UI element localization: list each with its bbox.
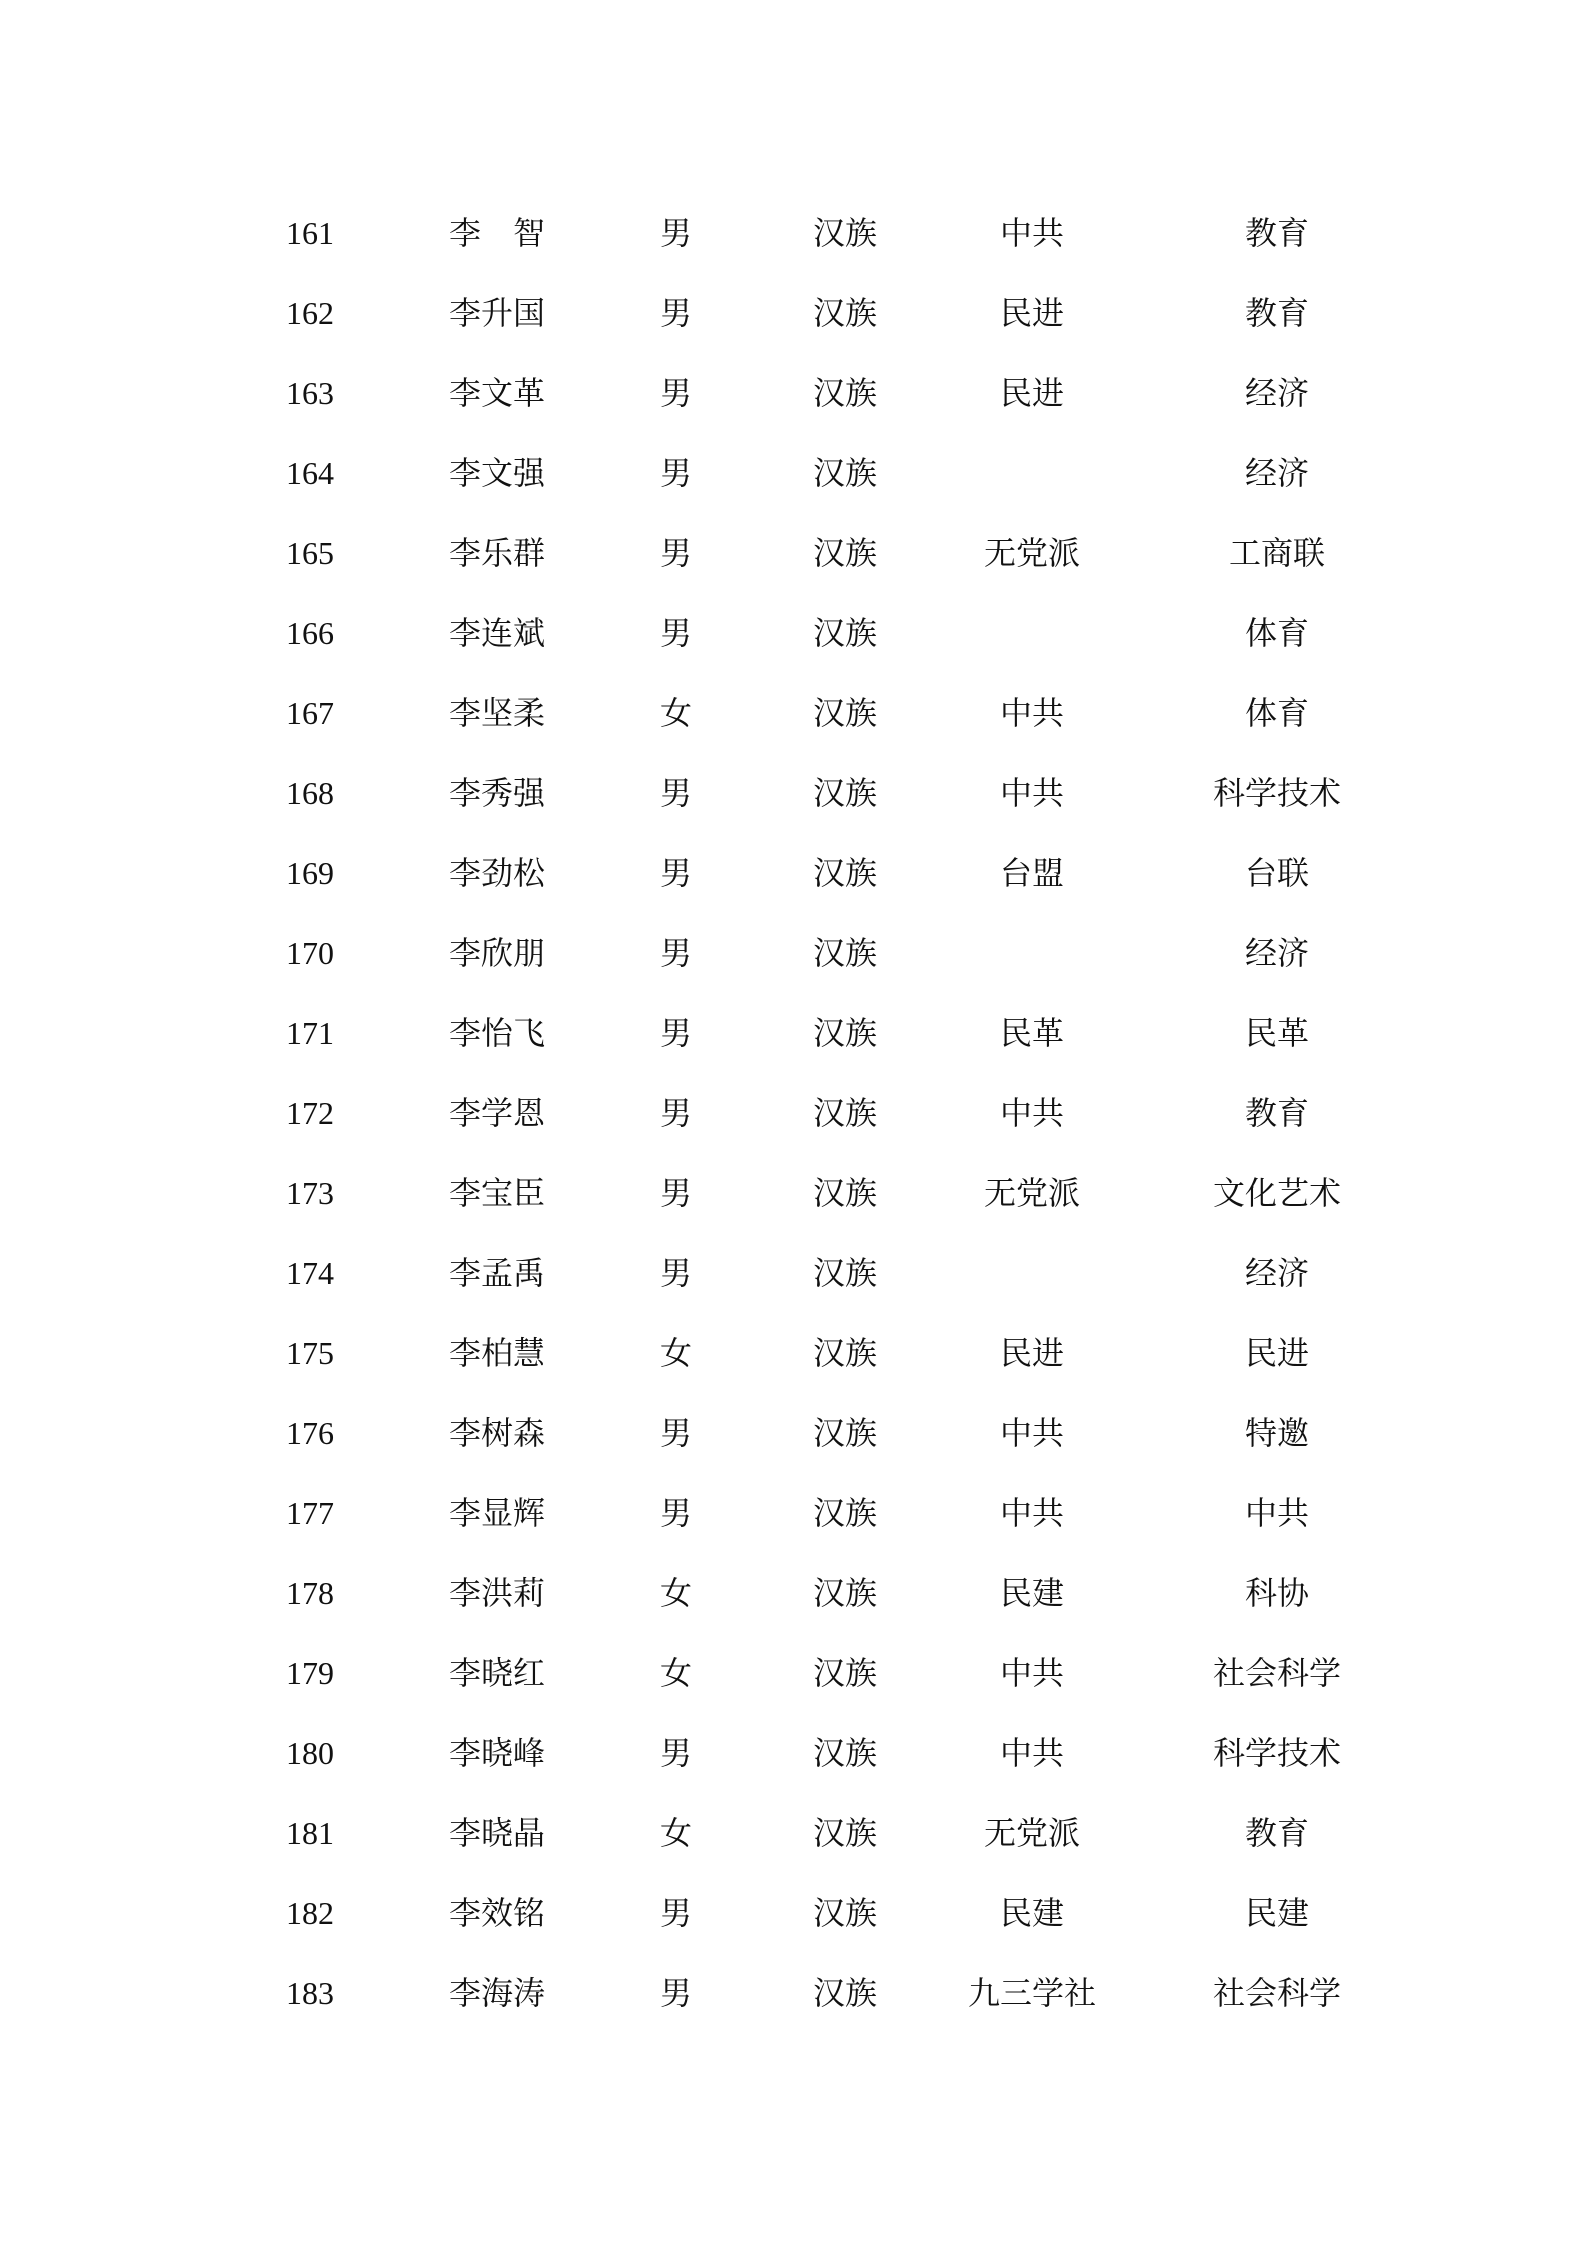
ethnicity-cell: 汉族 (812, 1175, 877, 1211)
row-number-cell: 173 (286, 1175, 334, 1211)
row-number-cell: 162 (286, 295, 334, 331)
gender-cell: 男 (659, 775, 692, 811)
row-number-cell: 177 (286, 1495, 334, 1531)
sector-cell: 工商联 (1228, 535, 1325, 571)
sector-cell: 科学技术 (1212, 775, 1341, 811)
sector-cell: 经济 (1244, 375, 1309, 411)
row-number-cell: 175 (286, 1335, 334, 1371)
gender-cell: 男 (659, 455, 692, 491)
ethnicity-cell: 汉族 (812, 695, 877, 731)
ethnicity-cell: 汉族 (812, 455, 877, 491)
name-cell: 李晓晶 (449, 1815, 546, 1851)
table-row (0, 1633, 1587, 1713)
gender-cell: 男 (659, 855, 692, 891)
sector-cell: 民革 (1244, 1015, 1309, 1051)
row-number-cell: 165 (286, 535, 334, 571)
table-row (0, 993, 1587, 1073)
table-row (0, 913, 1587, 993)
sector-cell: 社会科学 (1212, 1975, 1341, 2011)
party-cell: 中共 (999, 1415, 1064, 1451)
table-row (0, 1393, 1587, 1473)
table-row (0, 1953, 1587, 2033)
ethnicity-cell: 汉族 (812, 1415, 877, 1451)
name-cell: 李文强 (449, 455, 546, 491)
table-row (0, 193, 1587, 273)
name-cell: 李宝臣 (449, 1175, 546, 1211)
name-cell: 李文革 (449, 375, 546, 411)
party-cell: 中共 (999, 215, 1064, 251)
ethnicity-cell: 汉族 (812, 1335, 877, 1371)
sector-cell: 文化艺术 (1212, 1175, 1341, 1211)
row-number-cell: 166 (286, 615, 334, 651)
ethnicity-cell: 汉族 (812, 535, 877, 571)
table-row (0, 513, 1587, 593)
table-row (0, 1553, 1587, 1633)
party-cell: 九三学社 (967, 1975, 1096, 2011)
gender-cell: 女 (659, 1815, 692, 1851)
gender-cell: 男 (659, 1975, 692, 2011)
sector-cell: 社会科学 (1212, 1655, 1341, 1691)
party-cell: 无党派 (983, 1815, 1080, 1851)
name-cell: 李怡飞 (449, 1015, 546, 1051)
table-row (0, 1073, 1587, 1153)
row-number-cell: 183 (286, 1975, 334, 2011)
party-cell: 无党派 (983, 1175, 1080, 1211)
ethnicity-cell: 汉族 (812, 1895, 877, 1931)
row-number-cell: 170 (286, 935, 334, 971)
table-row (0, 1473, 1587, 1553)
ethnicity-cell: 汉族 (812, 1815, 877, 1851)
row-number-cell: 174 (286, 1255, 334, 1291)
table-row (0, 273, 1587, 353)
name-cell: 李升国 (449, 295, 546, 331)
gender-cell: 男 (659, 935, 692, 971)
sector-cell: 科协 (1244, 1575, 1309, 1611)
row-number-cell: 167 (286, 695, 334, 731)
row-number-cell: 179 (286, 1655, 334, 1691)
name-cell: 李 智 (449, 215, 546, 251)
row-number-cell: 169 (286, 855, 334, 891)
row-number-cell: 163 (286, 375, 334, 411)
roster-table (0, 193, 1587, 2033)
table-row (0, 673, 1587, 753)
row-number-cell: 168 (286, 775, 334, 811)
ethnicity-cell: 汉族 (812, 295, 877, 331)
name-cell: 李显辉 (449, 1495, 546, 1531)
party-cell: 台盟 (999, 855, 1064, 891)
gender-cell: 男 (659, 535, 692, 571)
name-cell: 李洪莉 (449, 1575, 546, 1611)
table-row (0, 753, 1587, 833)
sector-cell: 体育 (1244, 615, 1309, 651)
row-number-cell: 161 (286, 215, 334, 251)
sector-cell: 民进 (1244, 1335, 1309, 1371)
sector-cell: 中共 (1244, 1495, 1309, 1531)
table-row (0, 1713, 1587, 1793)
party-cell (912, 1233, 1152, 1313)
table-row (0, 1233, 1587, 1313)
party-cell: 中共 (999, 695, 1064, 731)
sector-cell: 特邀 (1244, 1415, 1309, 1451)
sector-cell: 民建 (1244, 1895, 1309, 1931)
table-row (0, 1793, 1587, 1873)
name-cell: 李孟禹 (449, 1255, 546, 1291)
name-cell: 李欣朋 (449, 935, 546, 971)
party-cell: 民进 (999, 295, 1064, 331)
gender-cell: 女 (659, 1335, 692, 1371)
name-cell: 李柏慧 (449, 1335, 546, 1371)
ethnicity-cell: 汉族 (812, 775, 877, 811)
ethnicity-cell: 汉族 (812, 1975, 877, 2011)
ethnicity-cell: 汉族 (812, 1735, 877, 1771)
sector-cell: 台联 (1244, 855, 1309, 891)
sector-cell: 科学技术 (1212, 1735, 1341, 1771)
table-row (0, 353, 1587, 433)
name-cell: 李连斌 (449, 615, 546, 651)
row-number-cell: 178 (286, 1575, 334, 1611)
gender-cell: 男 (659, 1095, 692, 1131)
party-cell: 中共 (999, 775, 1064, 811)
sector-cell: 经济 (1244, 455, 1309, 491)
gender-cell: 男 (659, 1495, 692, 1531)
gender-cell: 女 (659, 695, 692, 731)
sector-cell: 教育 (1244, 215, 1309, 251)
gender-cell: 男 (659, 1415, 692, 1451)
gender-cell: 男 (659, 1015, 692, 1051)
row-number-cell: 182 (286, 1895, 334, 1931)
party-cell: 民建 (999, 1895, 1064, 1931)
party-cell: 中共 (999, 1095, 1064, 1131)
name-cell: 李树森 (449, 1415, 546, 1451)
ethnicity-cell: 汉族 (812, 855, 877, 891)
ethnicity-cell: 汉族 (812, 1655, 877, 1691)
gender-cell: 男 (659, 1895, 692, 1931)
ethnicity-cell: 汉族 (812, 1495, 877, 1531)
row-number-cell: 180 (286, 1735, 334, 1771)
party-cell: 中共 (999, 1495, 1064, 1531)
party-cell: 民建 (999, 1575, 1064, 1611)
row-number-cell: 171 (286, 1015, 334, 1051)
party-cell (912, 593, 1152, 673)
table-row (0, 1313, 1587, 1393)
name-cell: 李学恩 (449, 1095, 546, 1131)
row-number-cell: 164 (286, 455, 334, 491)
gender-cell: 女 (659, 1575, 692, 1611)
ethnicity-cell: 汉族 (812, 1255, 877, 1291)
party-cell: 民进 (999, 375, 1064, 411)
table-row (0, 1873, 1587, 1953)
table-row (0, 433, 1587, 513)
ethnicity-cell: 汉族 (812, 1575, 877, 1611)
ethnicity-cell: 汉族 (812, 1015, 877, 1051)
table-row (0, 593, 1587, 673)
party-cell: 无党派 (983, 535, 1080, 571)
ethnicity-cell: 汉族 (812, 935, 877, 971)
gender-cell: 男 (659, 1735, 692, 1771)
sector-cell: 教育 (1244, 1095, 1309, 1131)
name-cell: 李坚柔 (449, 695, 546, 731)
gender-cell: 女 (659, 1655, 692, 1691)
party-cell (912, 433, 1152, 513)
sector-cell: 教育 (1244, 1815, 1309, 1851)
gender-cell: 男 (659, 615, 692, 651)
name-cell: 李劲松 (449, 855, 546, 891)
name-cell: 李秀强 (449, 775, 546, 811)
party-cell: 中共 (999, 1655, 1064, 1691)
party-cell: 民进 (999, 1335, 1064, 1371)
gender-cell: 男 (659, 215, 692, 251)
gender-cell: 男 (659, 295, 692, 331)
name-cell: 李晓红 (449, 1655, 546, 1691)
table-row (0, 833, 1587, 913)
ethnicity-cell: 汉族 (812, 375, 877, 411)
name-cell: 李海涛 (449, 1975, 546, 2011)
sector-cell: 经济 (1244, 1255, 1309, 1291)
sector-cell: 经济 (1244, 935, 1309, 971)
gender-cell: 男 (659, 1175, 692, 1211)
party-cell: 民革 (999, 1015, 1064, 1051)
gender-cell: 男 (659, 1255, 692, 1291)
sector-cell: 教育 (1244, 295, 1309, 331)
party-cell (912, 913, 1152, 993)
sector-cell: 体育 (1244, 695, 1309, 731)
name-cell: 李晓峰 (449, 1735, 546, 1771)
row-number-cell: 172 (286, 1095, 334, 1131)
party-cell: 中共 (999, 1735, 1064, 1771)
name-cell: 李乐群 (449, 535, 546, 571)
gender-cell: 男 (659, 375, 692, 411)
row-number-cell: 181 (286, 1815, 334, 1851)
row-number-cell: 176 (286, 1415, 334, 1451)
ethnicity-cell: 汉族 (812, 215, 877, 251)
ethnicity-cell: 汉族 (812, 615, 877, 651)
name-cell: 李效铭 (449, 1895, 546, 1931)
ethnicity-cell: 汉族 (812, 1095, 877, 1131)
table-row (0, 1153, 1587, 1233)
